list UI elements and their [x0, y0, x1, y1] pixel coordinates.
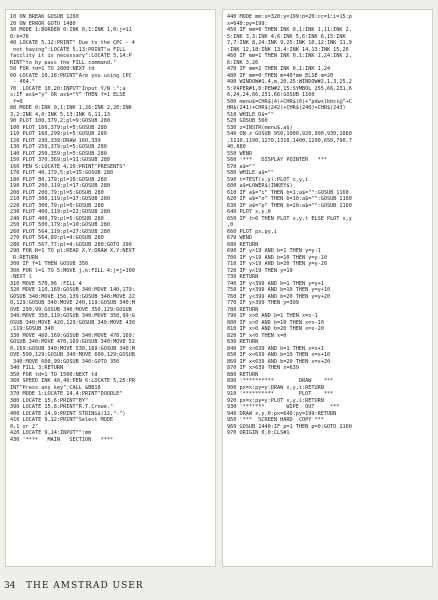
code-line: 660 PLOT px,py,i [227, 228, 277, 235]
listing-column-right [222, 9, 433, 567]
code-line: 870 IF x>639 THEN x=639 [227, 365, 299, 371]
code-line: 340:MOVE 350,119:GOSUB 340:MOVE 350,99:G [10, 313, 135, 319]
code-line: 860 IF x<639 AND b=20 THEN x=x+20 [227, 358, 331, 365]
code-line: 340:MOVE 600,99:GOSUB 340:GOTO 350 [10, 358, 120, 365]
code-line: f=0 [10, 98, 23, 105]
code-line: 30 MODE 1:BORDER 0:INK 0,1:INK 1,0:j=11 [10, 27, 132, 33]
code-line: 70 LOCATE 10,20:INPUT"Input Y/N :";a [10, 85, 126, 92]
code-line: GOSUB 340:MOVE 150,139:GOSUB 340:MOVE 22 [10, 293, 135, 300]
code-line: 0,169:GOSUB 340:MOVE 530,169:GOSUB 340:M [10, 345, 135, 352]
code-line: 590 t=TEST(x,y):PLOT x,y,i [227, 176, 309, 183]
code-line: 970 ORIGIN 0,0:CLS#1 [227, 430, 290, 436]
code-line: 170 PLOT 40,179,5:pl=15:GOSUB 280 [10, 170, 114, 176]
code-line: 400 LOCATE 14,9:PRINT STRING$(12,"-") [10, 410, 126, 417]
code-line: 790 IF x>0 AND b=1 THEN x=x-1 [227, 313, 318, 319]
code-line: HR$(241)+CHR$(242)+CHR$(240)+CHR$(243) [227, 105, 346, 111]
code-line: 810 IF x>0 AND b=20 THEN x=x-20 [227, 326, 324, 332]
code-line: - 464." [10, 79, 35, 85]
code-line: 840 IF x<639 AND b=1 THEN x=x+1 [227, 345, 324, 352]
code-line: 160 PEN 5:LOCATE 4,10:PRINT"PRESENTS" [10, 163, 126, 170]
code-line: 940 DRAW x,y,0:px=640:py=199:RETURN [227, 410, 337, 417]
code-line: 60 LOCATE 10,18:PRINT"Are you using CPC [10, 72, 132, 79]
code-line: 570 a$="" [227, 163, 256, 170]
code-line: 800 IF x>0 AND b=10 THEN x=x-10 [227, 319, 324, 326]
code-line: 290 FOR R=1 TO pl:READ X,Y:DRAW X,Y:NEXT [10, 248, 135, 254]
code-line: OVE 590,129:GOSUB 340:MOVE 600,129:GOSUB [10, 352, 135, 358]
code-line: 420 LOCATE 9,14:INPUT"":mm [10, 430, 92, 436]
code-line: 580 WHILE a$="" [227, 170, 274, 176]
code-line: 720 IF y<19 THEN y=19 [227, 267, 293, 274]
code-line: 410 LOCATE 9,12:PRINT"Select MODE [10, 417, 114, 423]
code-line: 520 GOSUB 560 [227, 118, 268, 124]
code-line: 610 IF a$="i" THEN b=1:a$="":GOSUB 1160 [227, 189, 349, 196]
code-line: 0:k=76 [10, 33, 29, 40]
code-line: 280 PLOT 567,77:pl=4:GOSUB 280:GOTO 290 [10, 241, 132, 248]
code-line: 850 IF x<639 AND b=10 THEN x=x+10 [227, 352, 331, 358]
code-line: 540 ON z GOSUB 950,1000,920,900,930,1060 [227, 131, 352, 137]
code-line: 6,24,24,66,231,66:GOSUB 1160 [227, 92, 315, 98]
code-line: 780 RETURN [227, 306, 259, 313]
code-line: 620 IF a$="o" THEN b=10:a$="":GOSUB 1160 [227, 196, 352, 202]
code-line: 330 MOVE 460,169:GOSUB 340:MOVE 470,169: [10, 332, 135, 339]
code-line: 210 PLOT 300,119:pl=17:GOSUB 280 [10, 196, 110, 202]
code-line: 730 RETURN [227, 274, 259, 280]
code-line: 500 menu$=CHR$(4)+CHR$(6)+"pdwslbhci@"+C [227, 98, 352, 105]
code-line: not having":LOCATE 5,13:PRINT"a FILL [10, 46, 126, 53]
code-line: 100 PLOT 160,379:pl=5:GOSUB 280 [10, 124, 107, 131]
code-line: 300 IF f=1 THEN GOSUB 350 [10, 261, 89, 267]
code-line: ,1110,1190,1270,1310,1400,1290,650,790,7 [227, 137, 352, 144]
code-line: 3,2:INK 4,0:INK 5,13:INK 6,11,13 [10, 111, 110, 118]
code-line: s:IF as$="y" OR as$="Y" THEN f=1 ELSE [10, 92, 126, 98]
code-line: 7,7:INK 8,24:INK 9,25:INK 10,12:INK 11,9 [227, 40, 352, 46]
code-line: 740 IF y<399 AND b=1 THEN y=y+1 [227, 280, 324, 287]
code-line: 600 a$=LOWER$(INKEY$) [227, 183, 293, 189]
code-line: 120 PLOT 230,339:DRAW 160,339 [10, 137, 101, 144]
code-line: 50 FOR td=1 TO 2000:NEXT td [10, 66, 95, 72]
code-line: ,119:GOSUB 340 [10, 326, 54, 332]
code-line: 5:INK 3,3:INK 4,6:INK 5,6:INK 6,15:INK [227, 33, 346, 40]
code-line: 490 WINDOW#1,4,m,20,25:WINDOW#2,1,3,25,2 [227, 79, 352, 85]
page-footer [0, 575, 438, 600]
code-line: 750 IF y<399 AND b=10 THEN y=y+10 [227, 287, 331, 293]
code-line: 40,880 [227, 144, 246, 150]
code-line: 190 PLOT 200,119:pl=17:GOSUB 280 [10, 183, 110, 189]
code-line: 930 '******* WIPE OUT *** [227, 404, 340, 410]
code-line: 150 PLOT 370,369:pl=11:GOSUB 280 [10, 157, 110, 163]
code-line: 880 RETURN [227, 371, 259, 378]
page-number: 34 [4, 581, 16, 591]
code-line: 370 MODE 1:LOCATE 14,4:PRINT"DOODLE" [10, 391, 123, 397]
code-line: OVE 290,99:GOSUB 340:MOVE 350,129:GOSUB [10, 306, 132, 313]
code-line: 5:PAPER#1,0:PEN#2,15:SYMBOL 255,66,231,6 [227, 85, 352, 92]
code-line: GOSUB 340:MOVE 470,169:GOSUB 340:MOVE 52 [10, 339, 135, 345]
code-line: 550 WEND [227, 150, 252, 157]
code-line: 230 PLOT 400,119:pl=22:GOSUB 280 [10, 209, 110, 215]
code-line: 250 PLOT 500,179:pl=10:GOSUB 280 [10, 222, 110, 228]
publication-title: THE AMSTRAD USER [26, 581, 144, 591]
code-line: 510 WHILE D$="" [227, 111, 274, 118]
code-line: 6:INK 3,26 [227, 59, 259, 66]
code-line: 950 '*** SCREEN HARD COPY *** [227, 417, 324, 423]
code-line: 110 PLOT 160,299:pl=5:GOSUB 280 [10, 131, 107, 137]
code-line: 640 PLOT x,y,0 [227, 209, 271, 215]
code-line: 820 IF x<0 THEN x=0 [227, 332, 287, 339]
code-line: 690 IF y>19 AND b=1 THEN y=y-1 [227, 248, 321, 254]
code-line: 360 SPEED INK 40,40:PEN 6:LOCATE 5,25:PR [10, 378, 135, 384]
code-line: x=640:py=199: [227, 20, 268, 27]
code-line: 10 ON BREAK GOSUB 1260 [10, 14, 79, 20]
code-line: 700 IF y>19 AND b=10 THEN y=y-10 [227, 254, 327, 261]
code-line: :NEXT l [10, 274, 32, 280]
code-line: ,0 [227, 222, 234, 228]
code-line: 240 PLOT 400,79:pl=5:GOSUB 280 [10, 215, 104, 222]
code-line: 650 IF t>0 THEN PLOT x,y,t ELSE PLOT x,y [227, 215, 352, 222]
code-line: 20 ON ERROR GOTO 1480 [10, 20, 76, 27]
code-line: 920 px=x:py=y:PLOT x,y,i:RETURN [227, 397, 324, 404]
code-line: 40 LOCATE 5,12:PRINT" Due to the CPC - 4 [10, 40, 135, 46]
code-line: 670 WEND [227, 235, 252, 241]
code-line: 140 PLOT 250,359:pl=5:GOSUB 280 [10, 150, 107, 157]
code-line: 770 IF y>399 THEN y=399 [227, 300, 299, 306]
code-line: OSUB 340:MOVE 420,129:GOSUB 340:MOVE 430 [10, 319, 135, 326]
code-line: 320 MOVE 110,169:GOSUB 340:MOVE 140,179: [10, 287, 135, 293]
code-line: :INK 12,18:INK 13,4:INK 14,13:INK 15,26 [227, 46, 349, 53]
code-line: 680 RETURN [227, 241, 259, 248]
code-line: 960 GOSUB 1440:IF p=1 THEN p=0:GOTO 1160 [227, 423, 352, 430]
code-line: RINT"to by pass the FILL command." [10, 59, 117, 66]
code-line: 80 MODE 0:INK 0,1:INK 1,26:INK 2,20:INK [10, 105, 132, 111]
code-line: 480 IF mm=0 THEN m=40*mm ELSE m=20 [227, 72, 334, 79]
code-line: 630 IF a$="p" THEN b=20:a$="":GOSUB 1160 [227, 202, 352, 209]
code-line: 440 MODE mm:x=320:y=199:b=20:cc=1:i=15:p [227, 14, 352, 20]
code-line: INT"Press any key":CALL &BB18 [10, 384, 101, 391]
code-line: 530 z=INSTR(menu$,a$) [227, 124, 293, 131]
code-line: 180 PLOT 80,179:pl=10:GOSUB 280 [10, 176, 107, 183]
code-line: 900 px=x:py=y:DRAW x,y,i:RETURN [227, 384, 324, 391]
code-line: 910 '********** PLOT *** [227, 391, 334, 397]
code-line: 0,129:GOSUB 340:MOVE 240,119:GOSUB 340:M [10, 300, 135, 306]
code-line: 200 PLOT 200,79:pl=5:GOSUB 280 [10, 189, 104, 196]
code-line: 710 IF y>19 AND b=20 THEN y=y-20 [227, 261, 327, 267]
code-line: facility it is necessary":LOCATE 5,14:P [10, 53, 132, 59]
code-line: 130 PLOT 250,379:pl=5:GOSUB 280 [10, 144, 107, 150]
code-line: 890 '********** DRAW *** [227, 378, 334, 384]
code-line: R:RETURN [10, 254, 39, 261]
code-line: 300 FOR l=1 TO 5:MOVE j,k:FILL 4:j=j+100 [10, 267, 135, 274]
code-line: 260 PLOT 564,119:pl=27:GOSUB 280 [10, 228, 110, 235]
code-line: 470 IF mm=2 THEN INK 0,1:INK 1,24 [227, 66, 331, 72]
code-line: 390 LOCATE 15,8:PRINT"R.T.Crowe." [10, 404, 114, 410]
code-line: 220 PLOT 300,79:pl=5:GOSUB 280 [10, 202, 104, 209]
code-line: 90 PLOT 100,379,2:pl=9:GOSUB 280 [10, 118, 110, 124]
code-line: 430 '**** MAIN SECTION **** [10, 436, 114, 443]
code-line: 380 LOCATE 15,6:PRINT"BY" [10, 397, 89, 404]
code-line: 340 FILL 3:RETURN [10, 365, 64, 371]
code-line: 350 FOR td=1 TO 1500:NEXT td [10, 371, 98, 378]
code-line: 460 IF mm=1 THEN INK 0,1:INK 1,24:INK 2, [227, 53, 352, 59]
listing-column-left [5, 9, 216, 567]
code-line: 450 IF mm=0 THEN INK 0,1:INK 1,11:INK 2, [227, 27, 352, 33]
code-line: 310 MOVE 570,96 :FILL 4 [10, 280, 82, 287]
code-line: 760 IF y<399 AND b=20 THEN y=y+20 [227, 293, 331, 300]
code-line: 0,1 or 2" [10, 423, 39, 430]
code-line: 560 '*** DISPLAY POINTER *** [227, 157, 327, 163]
code-line: 270 PLOT 564,89:pl=4:GOSUB 280 [10, 235, 104, 241]
code-line: 830 RETURN [227, 339, 259, 345]
